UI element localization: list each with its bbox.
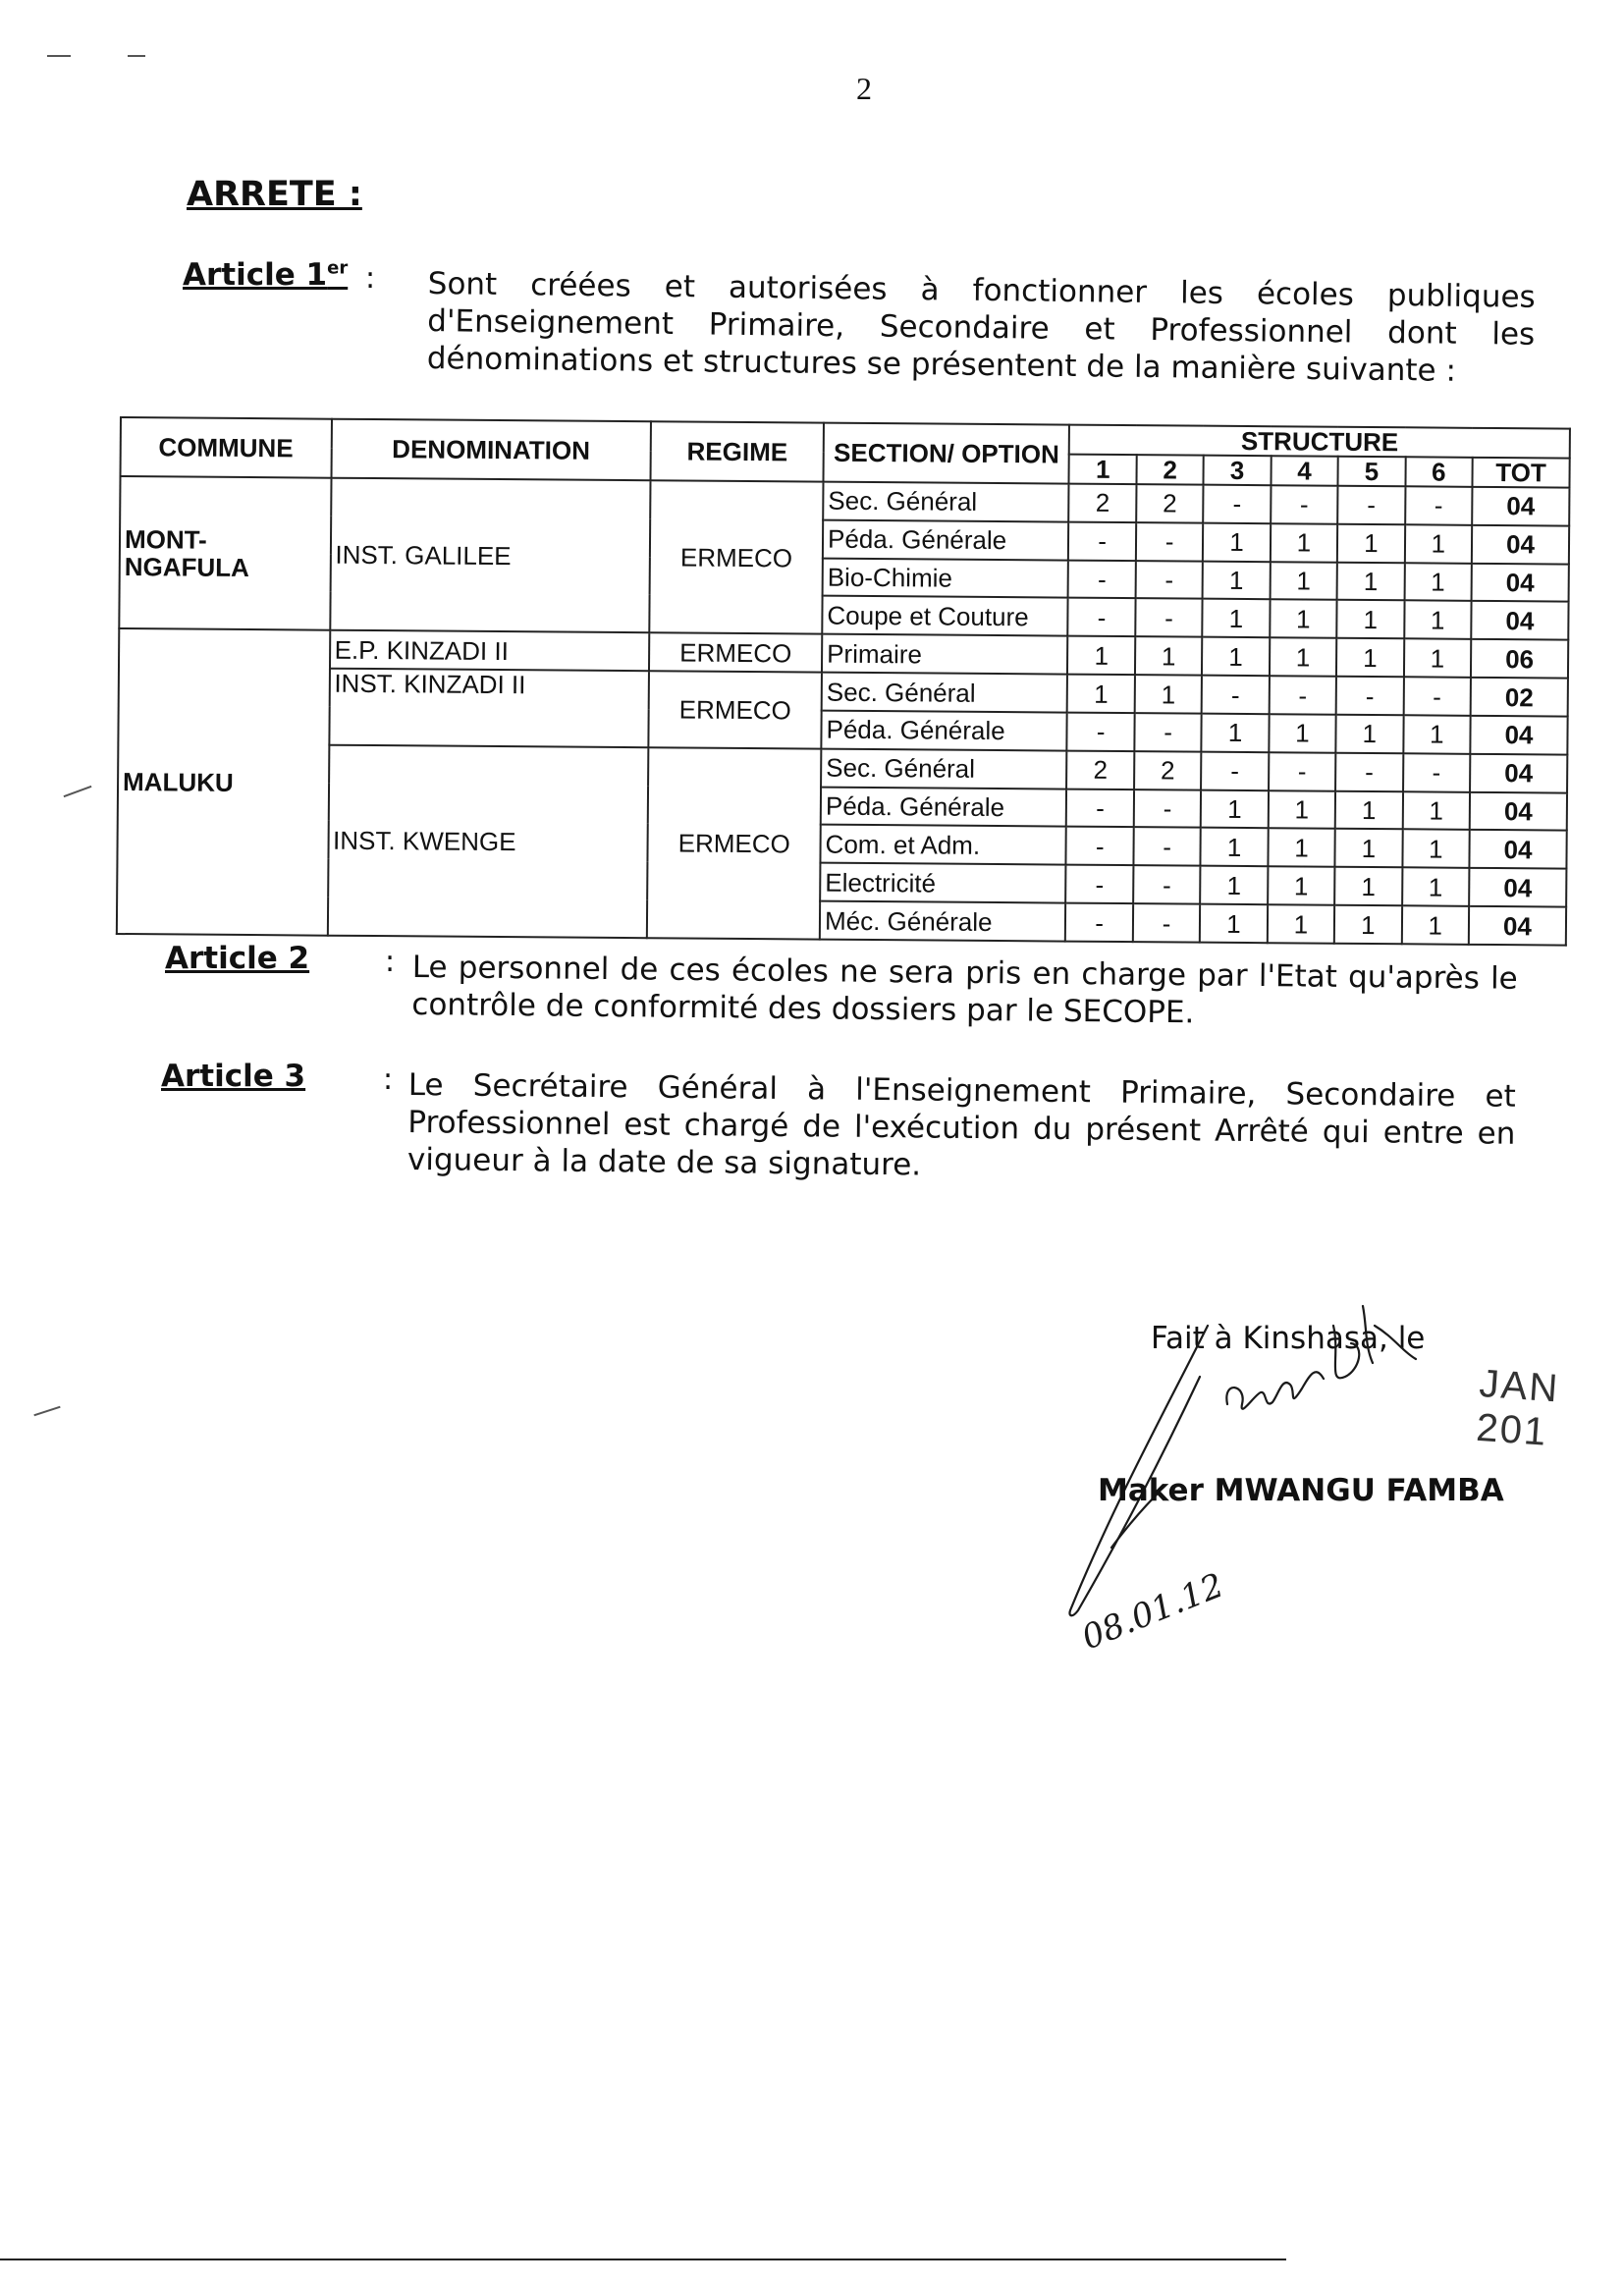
denomination-cell: E.P. KINZADI II [330, 630, 650, 671]
class-cell: 1 [1401, 905, 1469, 944]
article-3-label: Article 3 [161, 1059, 306, 1094]
article-3-text: Le Secrétaire Général à l'Enseignement Primaire, Secondaire et Professionnel est chargé de l'exécution du présent Arrêté qui entre en vigueur à la date de sa signature. [406, 1067, 1516, 1183]
class-cell: 1 [1336, 600, 1404, 638]
school-structure-table [116, 416, 1571, 947]
signatory-name: Maker MWANGU FAMBA [1098, 1473, 1504, 1508]
class-cell: 2 [1136, 484, 1204, 522]
class-cell: 1 [1270, 600, 1337, 638]
total-cell: 02 [1471, 678, 1568, 717]
class-cell: 1 [1268, 866, 1335, 904]
class-cell: 1 [1270, 562, 1337, 600]
class-cell: 1 [1337, 524, 1405, 563]
total-cell: 04 [1471, 601, 1568, 640]
class-cell: - [1403, 753, 1471, 791]
class-cell: - [1065, 903, 1133, 942]
section-cell: Sec. Général [822, 673, 1068, 713]
class-cell: 1 [1404, 601, 1472, 639]
regime-cell: ERMECO [649, 671, 822, 748]
class-cell: - [1337, 486, 1405, 524]
denomination-cell: INST. GALILEE [330, 478, 651, 633]
class-cell: - [1271, 485, 1338, 523]
class-cell: 1 [1067, 636, 1135, 675]
header-class-6: 6 [1405, 457, 1473, 487]
class-cell: 1 [1269, 714, 1336, 752]
denomination-cell: INST. KWENGE [327, 744, 648, 938]
class-cell: 1 [1268, 790, 1335, 829]
article-1-label [183, 257, 348, 293]
header-denomination: DENOMINATION [331, 419, 651, 481]
class-cell: - [1133, 865, 1201, 903]
bottom-rule [0, 2259, 1286, 2260]
class-cell: 1 [1201, 828, 1269, 866]
section-cell: Primaire [822, 634, 1068, 675]
class-cell: - [1135, 599, 1203, 637]
class-cell: 1 [1335, 790, 1403, 829]
scan-mark [33, 1406, 60, 1417]
class-cell: 1 [1335, 829, 1403, 867]
class-cell: - [1067, 713, 1135, 751]
class-cell: 1 [1202, 714, 1270, 752]
header-class-4: 4 [1271, 456, 1338, 486]
class-cell: 1 [1135, 675, 1203, 713]
class-cell: - [1133, 828, 1201, 866]
stamped-date: JAN 201 [1475, 1361, 1561, 1454]
header-class-2: 2 [1136, 455, 1204, 485]
class-cell: 1 [1334, 867, 1402, 905]
class-cell: - [1134, 789, 1202, 828]
class-cell: 1 [1203, 561, 1271, 599]
header-regime: REGIME [651, 421, 824, 481]
class-cell: - [1135, 561, 1203, 599]
class-cell: - [1134, 713, 1202, 751]
class-cell: 1 [1203, 522, 1271, 561]
regime-cell: ERMECO [647, 747, 821, 940]
total-cell: 06 [1471, 639, 1568, 679]
total-cell: 04 [1472, 563, 1569, 602]
class-cell: 1 [1402, 868, 1470, 906]
class-cell: 1 [1202, 637, 1270, 676]
class-cell: 1 [1334, 905, 1402, 944]
class-cell: - [1269, 676, 1336, 714]
class-cell: 1 [1403, 715, 1471, 753]
regime-cell: ERMECO [649, 633, 822, 673]
commune-cell: MALUKU [117, 628, 330, 935]
class-cell: 1 [1268, 904, 1335, 943]
total-cell: 04 [1472, 487, 1569, 526]
class-cell: 1 [1404, 563, 1472, 601]
class-cell: 1 [1268, 829, 1335, 867]
class-cell: - [1068, 560, 1136, 598]
scan-mark [64, 786, 92, 797]
class-cell: 1 [1135, 636, 1203, 675]
section-cell: Péda. Générale [821, 787, 1067, 827]
total-cell: 04 [1469, 830, 1566, 869]
class-cell: - [1335, 753, 1403, 791]
class-cell: 1 [1336, 638, 1404, 677]
scan-mark [47, 55, 71, 57]
class-cell: - [1136, 522, 1204, 561]
section-cell: Coupe et Couture [822, 596, 1068, 636]
class-cell: 1 [1200, 866, 1268, 904]
article-1-label-sup: er [327, 257, 349, 279]
total-cell: 04 [1472, 525, 1569, 565]
class-cell: 2 [1134, 751, 1202, 789]
header-tot: TOT [1472, 458, 1569, 488]
section-cell: Com. et Adm. [820, 825, 1066, 865]
article-1-label-text: Article 1 [183, 257, 328, 293]
class-cell: - [1269, 752, 1336, 790]
class-cell: 1 [1404, 639, 1472, 678]
class-cell: - [1202, 676, 1270, 714]
section-cell: Sec. Général [823, 482, 1069, 522]
class-cell: - [1066, 827, 1134, 865]
commune-cell: MONT-NGAFULA [119, 476, 331, 630]
class-cell: 1 [1335, 715, 1403, 753]
section-cell: Méc. Générale [820, 901, 1066, 942]
class-cell: 1 [1203, 599, 1271, 637]
section-cell: Péda. Générale [821, 711, 1067, 751]
section-cell: Electricité [820, 863, 1066, 903]
class-cell: 1 [1200, 904, 1268, 943]
regime-cell: ERMECO [650, 480, 824, 634]
section-cell: Sec. Général [821, 748, 1067, 789]
class-cell: 1 [1271, 523, 1338, 562]
class-cell: - [1066, 789, 1134, 827]
scan-mark [128, 55, 145, 57]
class-cell: - [1068, 598, 1136, 636]
class-cell: 1 [1067, 675, 1135, 713]
class-cell: - [1068, 521, 1136, 560]
header-structure: STRUCTURE [1069, 425, 1570, 459]
total-cell: 04 [1470, 716, 1567, 755]
handwritten-date: 08.01.12 [1076, 1565, 1229, 1659]
class-cell: 1 [1404, 524, 1472, 563]
class-cell: 1 [1402, 791, 1470, 830]
class-cell: - [1203, 485, 1271, 523]
header-commune: COMMUNE [121, 417, 332, 478]
class-cell: - [1403, 677, 1471, 715]
table-header-row [121, 417, 1570, 459]
total-cell: 04 [1469, 868, 1566, 907]
article-1-text: Sont créées et autorisées à fonctionner les écoles publiques d'Enseignement Primaire, Secondaire et Professionnel dont les dénominations et structures se présentent de la manière suivante : [426, 265, 1536, 389]
class-cell: 1 [1270, 638, 1337, 677]
article-2-text: Le personnel de ces écoles ne sera pris en charge par l'Etat qu'après le contrôle de conformité des dossiers par le SECOPE. [411, 949, 1518, 1031]
class-cell: - [1133, 903, 1201, 942]
class-cell: - [1336, 677, 1404, 715]
section-cell: Bio-Chimie [823, 558, 1069, 598]
denomination-cell: INST. KINZADI II [329, 669, 649, 747]
class-cell: 1 [1337, 562, 1405, 600]
signature-place-date: Fait à Kinshasa, le [1151, 1321, 1426, 1356]
header-class-3: 3 [1204, 456, 1272, 486]
class-cell: 2 [1067, 750, 1135, 789]
class-cell: - [1066, 865, 1134, 903]
class-cell: - [1405, 486, 1473, 524]
header-section-option: SECTION/ OPTION [824, 423, 1070, 484]
class-cell: 2 [1069, 484, 1137, 522]
class-cell: 1 [1402, 830, 1470, 868]
total-cell: 04 [1470, 754, 1567, 793]
header-class-5: 5 [1338, 457, 1406, 487]
class-cell: - [1201, 751, 1269, 789]
total-cell: 04 [1470, 791, 1567, 831]
article-2-colon: : [385, 945, 396, 979]
article-2-label: Article 2 [165, 941, 310, 976]
article-3-colon: : [383, 1062, 394, 1097]
header-class-1: 1 [1069, 455, 1137, 485]
total-cell: 04 [1469, 906, 1566, 946]
article-1-colon: : [365, 261, 376, 296]
page-number: 2 [856, 71, 872, 106]
decree-heading: ARRETE : [187, 175, 362, 214]
section-cell: Péda. Générale [823, 519, 1069, 560]
class-cell: 1 [1201, 789, 1269, 828]
